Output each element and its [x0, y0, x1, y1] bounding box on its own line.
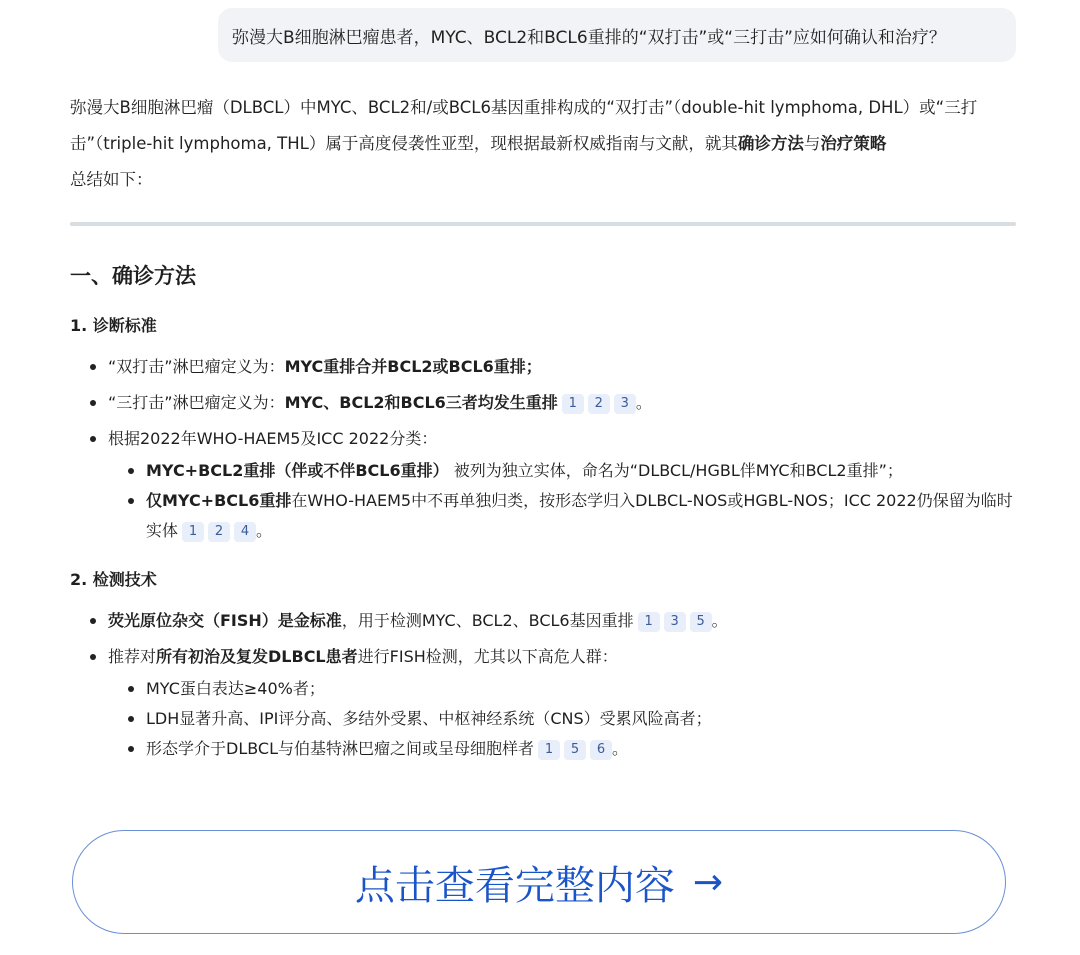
view-full-content-button[interactable]	[72, 830, 1006, 934]
list-item: “双打击”淋巴瘤定义为：MYC重排合并BCL2或BCL6重排；	[70, 352, 1016, 382]
user-question-text: 弥漫大B细胞淋巴瘤患者，MYC、BCL2和BCL6重排的“双打击”或“三打击”应如何确认和治疗？	[232, 27, 946, 48]
list-item: MYC+BCL2重排（伴或不伴BCL6重排） 被列为独立实体，命名为“DLBCL/HGBL伴MYC和BCL2重排”；	[108, 456, 1016, 486]
citation-badge[interactable]: 6	[590, 740, 612, 760]
citation-badge[interactable]: 1	[638, 612, 660, 632]
list-item: 荧光原位杂交（FISH）是金标准，用于检测MYC、BCL2、BCL6基因重排 1 3 5 。	[70, 606, 1016, 636]
subsection-heading-techniques: 2. 检测技术	[70, 570, 157, 589]
citation-badge[interactable]: 1	[182, 522, 204, 542]
sub-list	[108, 674, 1016, 764]
user-message-bubble	[218, 8, 1016, 62]
citation-badge[interactable]: 5	[690, 612, 712, 632]
citation-badge[interactable]: 2	[208, 522, 230, 542]
citation-badge[interactable]: 5	[564, 740, 586, 760]
citation-badge[interactable]: 3	[614, 394, 636, 414]
citation-badge[interactable]: 1	[538, 740, 560, 760]
citation-badge[interactable]: 4	[234, 522, 256, 542]
list-item: 根据2022年WHO-HAEM5及ICC 2022分类： MYC+BCL2重排（伴或不伴BCL6重排） 被列为独立实体，命名为“DLBCL/HGBL伴MYC和BCL2重排”； 仅MYC+BCL6重排在WHO-HAEM5中不再单独归类，按形态学归入DLBCL-NOS或HGBL-NOS；ICC 2022仍保留为临时实体 1 2 4 。	[70, 424, 1016, 546]
list-item: 推荐对所有初治及复发DLBCL患者进行FISH检测，尤其以下高危人群： MYC蛋白表达≥40%者； LDH显著升高、IPI评分高、多结外受累、中枢神经系统（CNS）受累风险高者； 形态学介于DLBCL与伯基特淋巴瘤之间或呈母细胞样者 1 5 6 。	[70, 642, 1016, 764]
sub-list	[108, 456, 1016, 546]
techniques-list	[70, 606, 1016, 764]
intro-paragraph: 弥漫大B细胞淋巴瘤（DLBCL）中MYC、BCL2和/或BCL6基因重排构成的“双打击”（double-hit lymphoma, DHL）或“三打击”（triple-hit lymphoma, THL）属于高度侵袭性亚型，现根据最新权威指南与文献，就其确诊方法与治疗策略 总结如下：	[70, 98, 978, 189]
list-item: 仅MYC+BCL6重排在WHO-HAEM5中不再单独归类，按形态学归入DLBCL-NOS或HGBL-NOS；ICC 2022仍保留为临时实体 1 2 4 。	[108, 486, 1016, 546]
arrow-right-icon: →	[692, 861, 724, 903]
section-divider	[70, 222, 1016, 226]
section-heading: 一、确诊方法	[70, 264, 196, 288]
subsection-heading-criteria: 1. 诊断标准	[70, 316, 157, 335]
criteria-list	[70, 352, 1016, 546]
list-item: “三打击”淋巴瘤定义为：MYC、BCL2和BCL6三者均发生重排 1 2 3 。	[70, 388, 1016, 418]
assistant-answer	[70, 90, 1016, 764]
citation-badge[interactable]: 3	[664, 612, 686, 632]
citation-badge[interactable]: 2	[588, 394, 610, 414]
citation-badge[interactable]: 1	[562, 394, 584, 414]
list-item: MYC蛋白表达≥40%者；	[108, 674, 1016, 704]
list-item: 形态学介于DLBCL与伯基特淋巴瘤之间或呈母细胞样者 1 5 6 。	[108, 734, 1016, 764]
list-item: LDH显著升高、IPI评分高、多结外受累、中枢神经系统（CNS）受累风险高者；	[108, 704, 1016, 734]
cta-label: 点击查看完整内容	[354, 862, 675, 909]
